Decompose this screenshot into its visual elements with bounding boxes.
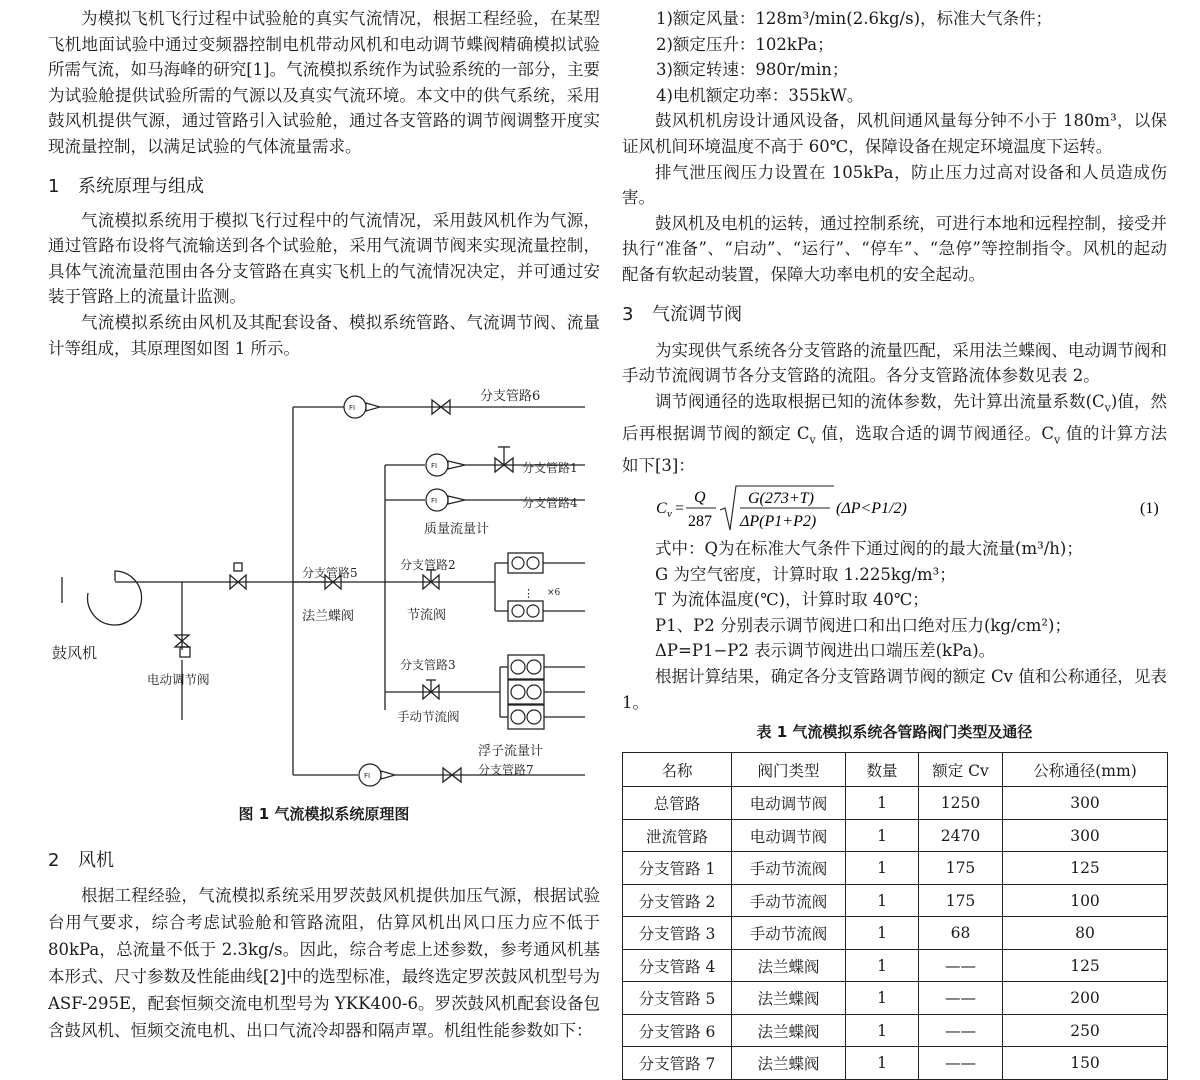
where-line-1: 式中：Q为在标准大气条件下通过阀的的最大流量(m³/h)； (655, 539, 1083, 559)
fi-label-7: FI (364, 772, 371, 780)
eq-denominator: 287 (688, 513, 712, 531)
table-cell: 1 (846, 982, 919, 1015)
table-cell: 200 (1003, 982, 1168, 1015)
figure-1-schematic (40, 385, 600, 805)
table-cell: 1 (846, 949, 919, 982)
label-electric-valve: 电动调节阀 (147, 672, 210, 687)
table-header-row (623, 753, 1168, 787)
header-name: 名称 (623, 753, 732, 787)
fan-param-3: 3)额定转速：980r/min； (656, 60, 849, 80)
table-cell: 电动调节阀 (732, 787, 846, 820)
table-cell: 1 (846, 884, 919, 917)
table-cell: 法兰蝶阀 (732, 982, 846, 1015)
table-cell: 分支管路 4 (623, 949, 732, 982)
variable-definitions (622, 536, 1167, 664)
section-1-title: 系统原理与组成 (78, 175, 204, 197)
eq-equals: = (675, 500, 685, 518)
label-branch-5: 分支管路5 (302, 566, 358, 580)
header-rated-cv: 额定 Cv (919, 753, 1003, 787)
table-cell: 法兰蝶阀 (732, 949, 846, 982)
blower-room-paragraph: 鼓风机机房设计通风设备，风机间通风量每分钟不小于 180m³，以保证风机间环境温度不高于 60℃，保障设备在规定环境温度下运转。 (622, 111, 1167, 156)
left-column (48, 0, 600, 361)
label-throttle-valve: 节流阀 (407, 608, 447, 623)
eq-number: (1) (1140, 500, 1159, 518)
section-3-paragraph-1: 为实现供气系统各分支管路的流量匹配，采用法兰蝶阀、电动调节阀和手动节流阀调节各分支管路的流阻。各分支管路流体参数见表 2。 (622, 340, 1167, 386)
table-cell: 150 (1003, 1047, 1168, 1080)
result-paragraph: 根据计算结果，确定各分支管路调节阀的额定 Cv 值和公称通径，见表 1。 (622, 667, 1167, 712)
header-quantity: 数量 (846, 753, 919, 787)
control-paragraph: 鼓风机及电机的运转，通过控制系统，可进行本地和远程控制，接受并执行“准备”、“启动”、“运行”、“停车”、“急停”等控制指令。风机的起动配备有软起动装置，保障大功率电机的安全起动。 (622, 213, 1167, 284)
section-2-paragraph: 根据工程经验，气流模拟系统采用罗茨鼓风机提供加压气源，根据试验台用气要求，综合考虑试验舱和管路流阻，估算风机出风口压力应不低于 80kPa，总流量不低于 2.3kg/s。因此，综合考虑上述参数，参考通风机基本形式、尺寸参数及性能曲线[2]中的选型标准，最终选定罗茨鼓风机型号为 ASF-295E，配套恒频交流电机型号为 YKK400-6。罗茨鼓风机配套设备包含鼓风机、恒频交流电机、出口气流冷却器和隔声罩。机组性能参数如下： (48, 886, 600, 1040)
table-cell: 手动节流阀 (732, 852, 846, 885)
table-row (623, 787, 1168, 820)
table-cell: 300 (1003, 787, 1168, 820)
fi-label-6: FI (349, 404, 356, 412)
eq-lhs: C (656, 500, 667, 518)
intro-paragraph: 为模拟飞机飞行过程中试验舱的真实气流情况，根据工程经验，在某型飞机地面试验中通过变频器控制电机带动风机和电动调节蝶阀精确模拟试验所需气流，如马海峰的研究[1]。气流模拟系统作为试验系统的一部分，主要为试验舱提供试验所需的气源以及真实气流环境。本文中的供气系统，采用鼓风机提供气源，通过管路引入试验舱，通过各支管路的调节阀调整开度实现流量控制，以满足试验的气体流量需求。 (48, 9, 600, 156)
table-cell: 68 (919, 917, 1003, 950)
section-2-number: 2 (48, 850, 60, 871)
left-column-lower (48, 803, 600, 1044)
table-cell: 手动节流阀 (732, 917, 846, 950)
table-cell: 分支管路 5 (623, 982, 732, 1015)
table-cell: 泄流管路 (623, 819, 732, 852)
table-cell: 分支管路 6 (623, 1014, 732, 1047)
valve-table (622, 752, 1168, 1080)
header-nominal-diameter: 公称通径(mm) (1003, 753, 1168, 787)
table-1-caption: 表 1 气流模拟系统各管路阀门类型及通径 (756, 723, 1033, 742)
table-cell: 175 (919, 852, 1003, 885)
table-row (623, 982, 1168, 1015)
table-cell: 1 (846, 819, 919, 852)
fi-label-4: FI (431, 497, 438, 505)
table-row (623, 819, 1168, 852)
table-cell: 80 (1003, 917, 1168, 950)
table-cell: 分支管路 7 (623, 1047, 732, 1080)
label-flange-valve: 法兰蝶阀 (302, 609, 355, 624)
label-branch-4: 分支管路4 (522, 496, 578, 510)
label-branch-6: 分支管路6 (480, 389, 541, 404)
table-cell: 分支管路 2 (623, 884, 732, 917)
table-body (623, 787, 1168, 1080)
section-3-heading (622, 300, 1167, 330)
where-line-3: T 为流体温度(℃)，计算时取 40℃； (655, 590, 929, 610)
where-line-4: P1、P2 分别表示调节阀进口和出口绝对压力(kg/cm²)； (655, 615, 1071, 635)
table-cell: 125 (1003, 852, 1168, 885)
table-cell: 1250 (919, 787, 1003, 820)
table-cell: 300 (1003, 819, 1168, 852)
fan-parameter-list (622, 6, 1167, 108)
eq-root-numerator: G(273+T) (748, 490, 814, 508)
table-cell: —— (919, 982, 1003, 1015)
section-3-paragraph-2: 调节阀通径的选取根据已知的流体参数，先计算出流量系数$(C_v)$值，然后再根据调节阀的额定 $C_v$ 值，选取合适的调节阀通径。$C_v$ 值的计算方法如下[3]： (622, 391, 1168, 475)
exhaust-paragraph: 排气泄压阀压力设置在 105kPa，防止压力过高对设备和人员造成伤害。 (622, 162, 1167, 208)
table-cell: 1 (846, 1014, 919, 1047)
fan-param-2: 2)额定压升：102kPa； (656, 34, 834, 54)
eq-lhs-sub: v (667, 508, 672, 521)
where-line-5: ΔP=P1−P2 表示调节阀进出口端压差(kPa)。 (655, 641, 996, 661)
table-cell: 分支管路 1 (623, 852, 732, 885)
figure-1-caption: 图 1 气流模拟系统原理图 (238, 805, 410, 823)
table-row (623, 1047, 1168, 1080)
section-3-number: 3 (622, 303, 634, 325)
table-cell: 125 (1003, 949, 1168, 982)
section-2-title: 风机 (78, 850, 114, 871)
table-cell: 手动节流阀 (732, 884, 846, 917)
label-blower: 鼓风机 (52, 644, 98, 662)
right-column (622, 0, 1167, 1080)
section-1-paragraph-1: 气流模拟系统用于模拟飞行过程中的气流情况，采用鼓风机作为气源，通过管路布设将气流输送到各个试验舱，采用气流调节阀来实现流量控制，具体气流流量范围由各分支管路在真实飞机上的气流情况决定，并可通过安装于管路上的流量计监测。 (48, 210, 600, 307)
table-row (623, 852, 1168, 885)
table-cell: 法兰蝶阀 (732, 1047, 846, 1080)
label-branch-2: 分支管路2 (400, 558, 456, 572)
table-row (623, 1014, 1168, 1047)
section-1-number: 1 (48, 175, 60, 197)
table-cell: 法兰蝶阀 (732, 1014, 846, 1047)
eq-condition: (ΔP<P1/2) (836, 500, 907, 518)
label-branch-1: 分支管路1 (522, 461, 578, 475)
section-2-heading (48, 846, 600, 876)
table-row (623, 949, 1168, 982)
table-cell: 175 (919, 884, 1003, 917)
section-1-heading (48, 172, 600, 202)
label-float-flowmeter: 浮子流量计 (478, 744, 544, 759)
label-x6: ×6 (547, 588, 561, 598)
table-cell: 100 (1003, 884, 1168, 917)
table-cell: 1 (846, 1047, 919, 1080)
table-cell: —— (919, 949, 1003, 982)
eq-numerator: Q (694, 489, 706, 507)
table-cell: 2470 (919, 819, 1003, 852)
fan-param-1: 1)额定风量：128m³/min(2.6kg/s)，标准大气条件； (656, 9, 1052, 28)
table-row (623, 884, 1168, 917)
table-cell: —— (919, 1014, 1003, 1047)
equation-1 (622, 480, 1167, 536)
table-cell: —— (919, 1047, 1003, 1080)
table-cell: 250 (1003, 1014, 1168, 1047)
table-cell: 总管路 (623, 787, 732, 820)
where-line-2: G 为空气密度，计算时取 1.225kg/m³； (655, 564, 956, 584)
table-cell: 1 (846, 917, 919, 950)
label-mass-flowmeter: 质量流量计 (424, 522, 490, 537)
fi-label-1: FI (431, 462, 438, 470)
table-cell: 电动调节阀 (732, 819, 846, 852)
table-cell: 1 (846, 787, 919, 820)
table-cell: 1 (846, 852, 919, 885)
blower-icon (88, 571, 142, 625)
label-manual-valve: 手动节流阀 (397, 709, 460, 724)
eq-root-denominator: ΔP(P1+P2) (740, 513, 817, 531)
table-row (623, 917, 1168, 950)
table-cell: 分支管路 3 (623, 917, 732, 950)
label-dots: ⋮ (523, 587, 534, 600)
header-valve-type: 阀门类型 (732, 753, 846, 787)
section-1-paragraph-2: 气流模拟系统由风机及其配套设备、模拟系统管路、气流调节阀、流量计等组成，其原理图如图 1 所示。 (48, 312, 600, 358)
fan-param-4: 4)电机额定功率：355kW。 (656, 85, 864, 105)
section-3-title: 气流调节阀 (652, 303, 742, 325)
label-branch-3: 分支管路3 (400, 658, 456, 672)
label-branch-7: 分支管路7 (478, 763, 534, 777)
